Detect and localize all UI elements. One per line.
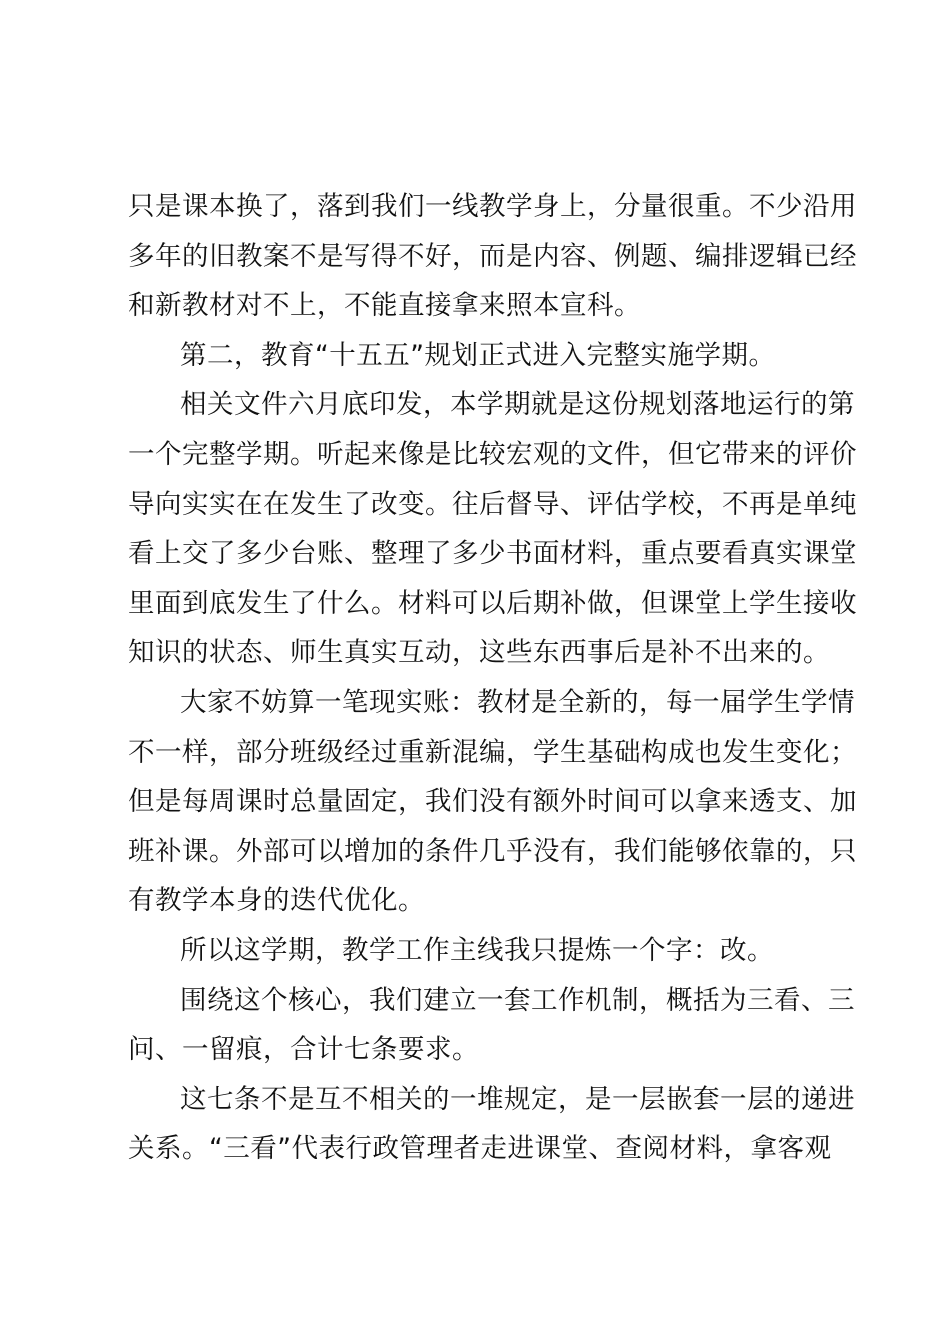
text-line: 相关文件六月底印发，本学期就是这份规划落地运行的第 (180, 389, 855, 421)
text-line: 一个完整学期。听起来像是比较宏观的文件，但它带来的评价 (128, 438, 857, 470)
text-line: 导向实实在在发生了改变。往后督导、评估学校，不再是单纯 (128, 488, 857, 520)
text-line: 多年的旧教案不是写得不好，而是内容、例题、编排逻辑已经 (128, 240, 857, 272)
text-line: 里面到底发生了什么。材料可以后期补做，但课堂上学生接收 (128, 587, 857, 619)
text-line: 问、一留痕，合计七条要求。 (128, 1034, 479, 1066)
text-line: 这七条不是互不相关的一堆规定，是一层嵌套一层的递进 (180, 1083, 855, 1115)
text-line: 不一样，部分班级经过重新混编，学生基础构成也发生变化； (128, 736, 857, 768)
text-line: 班补课。外部可以增加的条件几乎没有，我们能够依靠的，只 (128, 835, 857, 867)
text-line: 关系。“三看”代表行政管理者走进课堂、查阅材料，拿客观 (128, 1133, 832, 1165)
text-line: 和新教材对不上，不能直接拿来照本宣科。 (128, 290, 641, 322)
text-line: 但是每周课时总量固定，我们没有额外时间可以拿来透支、加 (128, 786, 857, 818)
text-line: 知识的状态、师生真实互动，这些东西事后是补不出来的。 (128, 637, 830, 669)
text-line: 有教学本身的迭代优化。 (128, 885, 425, 917)
text-line: 只是课本换了，落到我们一线教学身上，分量很重。不少沿用 (128, 191, 857, 222)
text-line: 看上交了多少台账、整理了多少书面材料，重点要看真实课堂 (128, 538, 857, 570)
text-line: 大家不妨算一笔现实账：教材是全新的，每一届学生学情 (180, 686, 855, 718)
text-line: 围绕这个核心，我们建立一套工作机制，概括为三看、三 (180, 984, 855, 1016)
text-line: 所以这学期，教学工作主线我只提炼一个字：改。 (180, 934, 774, 966)
body-text (128, 182, 857, 1174)
text-line: 第二，教育“十五五”规划正式进入完整实施学期。 (180, 339, 776, 371)
